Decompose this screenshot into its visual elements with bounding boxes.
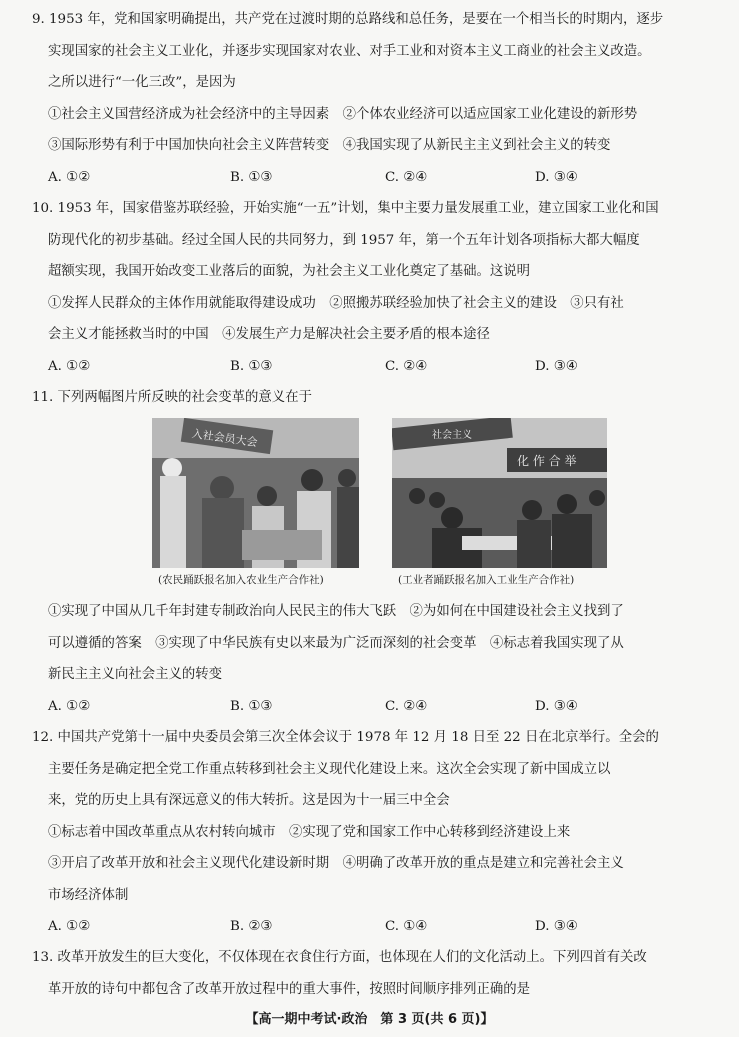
- photo2-sign-text-1: 社会主义: [432, 430, 472, 441]
- question-13: [32, 942, 722, 1005]
- q11-options: [32, 691, 722, 723]
- q12-line-4: ①标志着中国改革重点从农村转向城市 ②实现了党和国家工作中心转移到经济建设上来: [48, 824, 571, 840]
- photo-workers-cooperative: [392, 418, 607, 568]
- q11-line-2: ①实现了中国从几千年封建专制政治向人民民主的伟大飞跃 ②为如何在中国建设社会主义找到了: [48, 604, 624, 619]
- q9-line-3: 之所以进行“一化三改”，是因为: [48, 75, 236, 90]
- q9-option-b: B. ①③: [230, 169, 273, 185]
- q10-line-5: 会主义才能拯救当时的中国 ④发展生产力是解决社会主要矛盾的根本途径: [48, 327, 490, 342]
- q9-option-d: D. ③④: [535, 169, 578, 185]
- q10-option-a: A. ①②: [48, 358, 91, 374]
- q9-line-5: ③国际形势有利于中国加快向社会主义阵营转变 ④我国实现了从新民主主义到社会主义的转变: [48, 138, 611, 153]
- q9-line-1: 9. 1953 年，党和国家明确提出，共产党在过渡时期的总路线和总任务，是要在一个相当长的时期内，逐步: [32, 12, 664, 27]
- q12-line-3: 来，党的历史上具有深远意义的伟大转折。这是因为十一届三中全会: [48, 793, 450, 808]
- photo2-caption: (工业者踊跃报名加入工业生产合作社): [398, 574, 575, 586]
- q9-options: [32, 162, 722, 194]
- q13-line-2: 革开放的诗句中都包含了改革开放过程中的重大事件，按照时间顺序排列正确的是: [48, 981, 531, 997]
- q12-option-b: B. ②③: [230, 919, 273, 934]
- photo2-sign-text-2: 化 作 合 举: [517, 454, 577, 468]
- q11-option-a: A. ①②: [48, 698, 91, 714]
- q12-option-d: D. ③④: [535, 919, 578, 934]
- q12-line-6: 市场经济体制: [48, 887, 129, 903]
- q12-option-a: A. ①②: [48, 919, 91, 934]
- q13-line-1: 13. 改革开放发生的巨大变化，不仅体现在衣食住行方面，也体现在人们的文化活动上。下列四首有关改: [32, 950, 647, 965]
- q11-line-4: 新民主主义向社会主义的转变: [48, 667, 223, 682]
- q10-line-3: 超额实现，我国开始改变工业落后的面貌，为社会主义工业化奠定了基础。这说明: [48, 264, 531, 279]
- page-footer: 【高一期中考试·政治 第 3 页(共 6 页)】: [245, 1012, 494, 1027]
- q10-option-d: D. ③④: [535, 358, 578, 374]
- q9-line-4: ①社会主义国营经济成为社会经济中的主导因素 ②个体农业经济可以适应国家工业化建设的新形势: [48, 106, 638, 122]
- q11-photos: [152, 418, 612, 596]
- q11-line-1: 11. 下列两幅图片所反映的社会变革的意义在于: [32, 390, 312, 405]
- q9-option-c: C. ②④: [385, 169, 428, 185]
- question-11: [32, 382, 722, 414]
- q12-line-5: ③开启了改革开放和社会主义现代化建设新时期 ④明确了改革开放的重点是建立和完善社会主义: [48, 856, 624, 871]
- q12-options: [32, 911, 722, 943]
- question-11-body: [32, 596, 722, 722]
- question-9: [32, 4, 722, 193]
- q10-option-c: C. ②④: [385, 358, 428, 374]
- photo-farmers-cooperative: [152, 418, 359, 568]
- q10-line-4: ①发挥人民群众的主体作用就能取得建设成功 ②照搬苏联经验加快了社会主义的建设 ③只有社: [48, 295, 624, 311]
- q11-option-c: C. ②④: [385, 698, 428, 714]
- photo1-caption: (农民踊跃报名加入农业生产合作社): [158, 574, 324, 586]
- photo1-sign-text: 入社会员大会: [191, 427, 259, 450]
- q12-option-c: C. ①④: [385, 919, 428, 934]
- question-12: [32, 722, 722, 943]
- q10-line-1: 10. 1953 年，国家借鉴苏联经验，开始实施“一五”计划，集中主要力量发展重工业，建立国家工业化和国: [32, 201, 659, 216]
- question-10: [32, 193, 722, 382]
- q12-line-1: 12. 中国共产党第十一届中央委员会第三次全体会议于 1978 年 12 月 18 日至 22 日在北京举行。全会的: [32, 730, 659, 745]
- q11-option-d: D. ③④: [535, 698, 578, 714]
- q10-options: [32, 351, 722, 383]
- q9-line-2: 实现国家的社会主义工业化，并逐步实现国家对农业、对手工业和对资本主义工商业的社会主义改造。: [48, 43, 651, 59]
- q9-option-a: A. ①②: [48, 169, 91, 185]
- q12-line-2: 主要任务是确定把全党工作重点转移到社会主义现代化建设上来。这次全会实现了新中国成立以: [48, 761, 611, 777]
- q11-line-3: 可以遵循的答案 ③实现了中华民族有史以来最为广泛而深刻的社会变革 ④标志着我国实现了从: [48, 635, 624, 651]
- q10-line-2: 防现代化的初步基础。经过全国人民的共同努力，到 1957 年，第一个五年计划各项指标大都大幅度: [48, 232, 640, 248]
- q10-option-b: B. ①③: [230, 358, 273, 374]
- q11-option-b: B. ①③: [230, 698, 273, 714]
